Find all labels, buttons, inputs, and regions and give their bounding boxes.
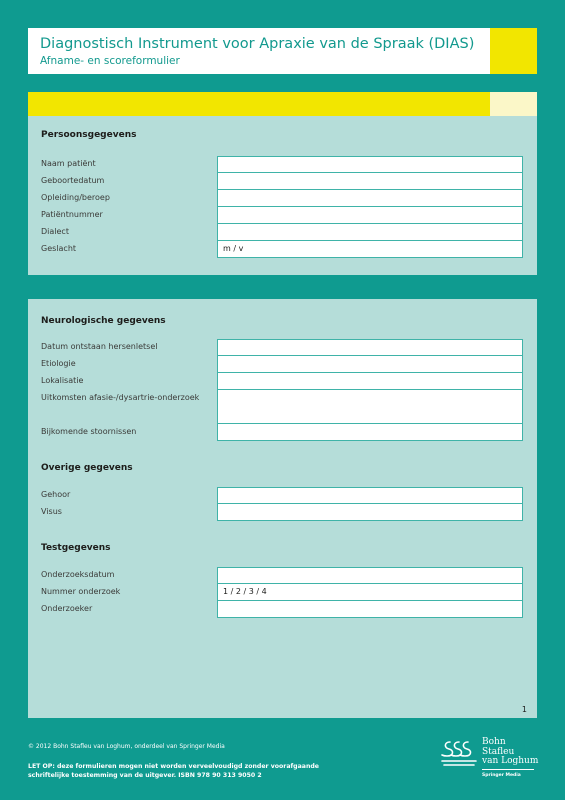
page-subtitle: Afname- en scoreformulier (40, 55, 180, 67)
copyright-text: © 2012 Bohn Stafleu van Loghum, onderdeel van Springer Media (28, 743, 225, 750)
field-label: Bijkomende stoornissen (41, 427, 137, 436)
publisher-name (482, 738, 538, 767)
legal-note (28, 762, 388, 780)
section-title-test: Testgegevens (41, 543, 111, 553)
publisher-name-line-1: Bohn (482, 737, 506, 747)
page-number: 1 (521, 705, 527, 714)
field-label: Opleiding/beroep (41, 193, 110, 202)
form-row-patientnummer (28, 207, 537, 224)
field-label: Onderzoeker (41, 604, 93, 613)
naam-patient-field[interactable] (217, 156, 523, 173)
publisher-divider (482, 769, 534, 770)
section-title-overig: Overige gegevens (41, 463, 133, 473)
field-value: m / v (223, 244, 244, 253)
field-value: 1 / 2 / 3 / 4 (223, 587, 267, 596)
form-row-geboortedatum (28, 173, 537, 190)
field-label: Patiëntnummer (41, 210, 103, 219)
uitkomsten-onderzoek-field[interactable] (217, 390, 523, 424)
visus-field[interactable] (217, 504, 523, 521)
form-row-dialect (28, 224, 537, 241)
section-title-persoonsgegevens: Persoonsgegevens (41, 130, 137, 140)
form-row-lokalisatie (28, 373, 537, 390)
form-row-nummer-onderzoek (28, 584, 537, 601)
patientnummer-field[interactable] (217, 207, 523, 224)
pale-yellow-band (490, 92, 537, 116)
publisher-name-line-3: van Loghum (482, 756, 539, 766)
field-label: Visus (41, 507, 62, 516)
geboortedatum-field[interactable] (217, 173, 523, 190)
form-row-onderzoeker (28, 601, 537, 618)
form-row-onderzoeksdatum (28, 567, 537, 584)
form-row-opleiding (28, 190, 537, 207)
section-title-neurologisch: Neurologische gegevens (41, 316, 166, 326)
legal-note-line-2: schriftelijke toestemming van de uitgever. ISBN 978 90 313 9050 2 (28, 772, 262, 779)
form-row-geslacht (28, 241, 537, 258)
form-row-visus (28, 504, 537, 521)
publisher-subtitle: Springer Media (482, 773, 521, 778)
medical-data-panel (28, 299, 537, 718)
publisher-name-line-2: Stafleu (482, 746, 515, 757)
yellow-band (28, 92, 490, 116)
header-accent (490, 28, 537, 74)
legal-note-line-1: LET OP: deze formulieren mogen niet worden verveelvoudigd zonder voorafgaande (28, 763, 319, 770)
field-label: Etiologie (41, 359, 76, 368)
lokalisatie-field[interactable] (217, 373, 523, 390)
header-box (28, 28, 490, 74)
field-label: Naam patiënt (41, 159, 96, 168)
form-row-etiologie (28, 356, 537, 373)
field-label: Datum ontstaan hersenletsel (41, 342, 158, 351)
field-label: Dialect (41, 227, 69, 236)
field-label: Nummer onderzoek (41, 587, 121, 596)
form-row-bijkomende (28, 424, 537, 441)
field-label: Geslacht (41, 244, 77, 253)
opleiding-beroep-field[interactable] (217, 190, 523, 207)
field-label: Onderzoeksdatum (41, 570, 115, 579)
publisher-logo-icon (440, 738, 478, 768)
form-row-datum-letsel (28, 339, 537, 356)
etiologie-field[interactable] (217, 356, 523, 373)
onderzoeker-field[interactable] (217, 601, 523, 618)
field-label: Uitkomsten afasie-/dysartrie-onderzoek (41, 393, 200, 402)
personal-data-panel (28, 116, 537, 275)
form-row-gehoor (28, 487, 537, 504)
publisher-logo (440, 736, 540, 786)
bijkomende-stoornissen-field[interactable] (217, 424, 523, 441)
onderzoeksdatum-field[interactable] (217, 567, 523, 584)
field-label: Gehoor (41, 490, 71, 499)
form-row-uitkomsten (28, 390, 537, 424)
form-row-naam (28, 156, 537, 173)
field-label: Geboortedatum (41, 176, 105, 185)
field-label: Lokalisatie (41, 376, 84, 385)
nummer-onderzoek-field[interactable] (217, 584, 523, 601)
geslacht-field[interactable] (217, 241, 523, 258)
page-title: Diagnostisch Instrument voor Apraxie van de Spraak (DIAS) (40, 36, 475, 52)
datum-hersenletsel-field[interactable] (217, 339, 523, 356)
gehoor-field[interactable] (217, 487, 523, 504)
dialect-field[interactable] (217, 224, 523, 241)
